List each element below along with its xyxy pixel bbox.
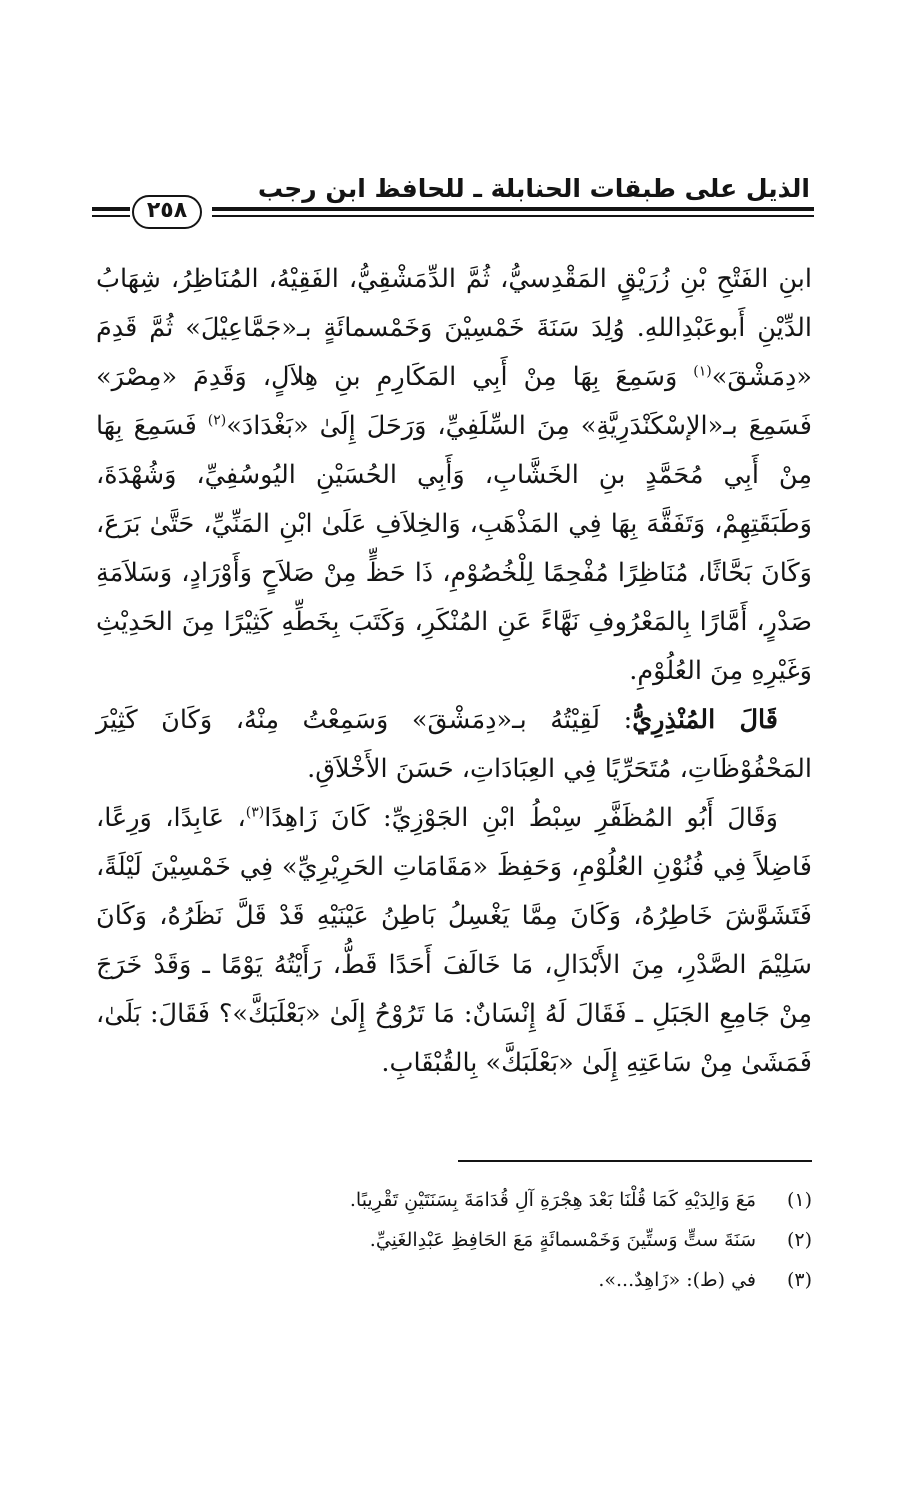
paragraph-biography xyxy=(96,255,812,696)
sibt-quote-part-2: ، عَابِدًا، وَرِعًا، فَاضِلاً فِي فُنُوْنِ العُلُوْمِ، وَحَفِظَ «مَقَامَاتِ الحَرِيْرِيِّ» فِي خَمْسِيْنَ لَيْلَةً، فَتَشَوَّشَ خَاطِرُهُ، وَكَانَ مِمَّا يَغْسِلُ بَاطِنُ عَيْنَيْهِ قَدْ قَلَّ نَظَرُهُ، وَكَانَ سَلِيْمَ الصَّدْرِ، مِنَ الأَبْدَالِ، مَا خَالَفَ أَحَدًا قَطُّ، رَأَيْتُهُ يَوْمًا ـ وَقَدْ خَرَجَ مِنْ جَامِعِ الجَبَلِ ـ فَقَالَ لَهُ إِنْسَانٌ: مَا تَرُوْحُ إِلَىٰ «بَعْلَبَكَّ»؟ فَقَالَ: بَلَىٰ، فَمَشَىٰ مِنْ سَاعَتِهِ إِلَىٰ «بَعْلَبَكَّ» بِالقُبْقَابِ. xyxy=(96,803,812,1078)
header-rule-thin-right xyxy=(212,215,814,217)
footnote-marker-1: (١) xyxy=(693,363,712,380)
biography-part-3: فَسَمِعَ بِهَا مِنْ أَبِي مُحَمَّدٍ بنِ الخَشَّابِ، وَأَبِي الحُسَيْنِ اليُوسُفِيِّ، وَشُهْدَةَ، وَطَبَقَتِهِمْ، وَتَفَقَّهَ بِهَا فِي المَذْهَبِ، وَالخِلاَفِ عَلَىٰ ابْنِ المَنِّيِّ، حَتَّىٰ بَرَعَ، وَكَانَ بَحَّاثًا، مُنَاظِرًا مُفْحِمًا لِلْخُصُوْمِ، ذَا حَظٍّ مِنْ صَلاَحٍ وَأَوْرَادٍ، وَسَلاَمَةِ صَدْرٍ، أَمَّارًا بِالمَعْرُوفِ نَهَّاءً عَنِ المُنْكَرِ، وَكَتَبَ بِخَطِّهِ كَثِيْرًا مِنَ الحَدِيْثِ وَغَيْرِهِ مِنَ العُلُوْمِ. xyxy=(96,411,812,686)
biography-part-1: ابنِ الفَتْحِ بْنِ زُرَيْقٍ المَقْدِسيُّ، ثُمَّ الدِّمَشْقِيُّ، الفَقِيْهُ، المُنَاظِرُ، شِهَابُ الدِّيْنِ أَبوعَبْدِاللهِ. وُلِدَ سَنَةَ خَمْسِيْنَ وَخَمْسمائَةٍ بـ«جَمَّاعِيْلَ» ثُمَّ قَدِمَ «دِمَشْقَ» xyxy=(96,264,812,392)
footnote-text: مَعَ وَالِدَيْهِ كَمَا قُلْنَا بَعْدَ هِجْرَةِ آلِ قُدَامَةَ بِسَنَتَيْنِ تَقْرِيبًا. xyxy=(349,1189,756,1211)
sibt-quote-part-1: وَقَالَ أَبُو المُظَفَّرِ سِبْطُ ابْنِ الجَوْزِيِّ: كَانَ زَاهِدًا xyxy=(264,803,778,833)
main-text xyxy=(96,255,812,1088)
mundhiri-quote: : لَقِيْتُهُ بـ«دِمَشْقَ» وَسَمِعْتُ مِنْهُ، وَكَانَ كَثِيْرَ المَحْفُوْظَاتِ، مُتَحَرِّيًا فِي العِبَادَاتِ، حَسَنَ الأَخْلاَقِ. xyxy=(96,705,812,784)
header-rule-thin-left xyxy=(92,215,130,217)
paragraph-mundhiri xyxy=(96,696,812,794)
footnote-text: في (ط): «زَاهِدٌ...». xyxy=(598,1269,756,1291)
page-number: ٢٥٨ xyxy=(132,195,202,229)
page-header xyxy=(92,160,814,230)
footnote-1 xyxy=(96,1180,812,1220)
footnote-text: سَنَةَ ستٍّ وَستِّينَ وَخَمْسمائَةٍ مَعَ الحَافِظِ عَبْدِالغَنِيِّ. xyxy=(369,1229,756,1251)
footnote-number: (٣) xyxy=(786,1269,812,1291)
footnote-2 xyxy=(96,1220,812,1260)
footnotes xyxy=(96,1180,812,1300)
footnote-separator xyxy=(458,1160,812,1162)
footnote-marker-3: (٣) xyxy=(245,804,265,821)
footnote-3 xyxy=(96,1260,812,1300)
footnote-number: (١) xyxy=(786,1189,812,1211)
speaker-mundhiri: قَالَ المُنْذِرِيُّ xyxy=(632,705,778,735)
footnote-number: (٢) xyxy=(786,1229,812,1251)
header-rule-thick-left xyxy=(92,207,130,211)
header-rule-thick-right xyxy=(212,207,814,211)
running-title: الذيل على طبقات الحنابلة ـ للحافظ ابن رجب xyxy=(257,174,810,203)
paragraph-sibt-ibn-al-jawzi xyxy=(96,794,812,1088)
footnote-marker-2: (٢) xyxy=(207,412,227,429)
biography-part-2: وَسَمِعَ بِهَا مِنْ أَبِي المَكَارِمِ بنِ هِلاَلٍ، وَقَدِمَ «مِصْرَ» فَسَمِعَ بـ«الإسْكَنْدَرِيَّةِ» مِنَ السِّلَفِيِّ، وَرَحَلَ إِلَىٰ «بَغْدَادَ» xyxy=(96,362,812,441)
